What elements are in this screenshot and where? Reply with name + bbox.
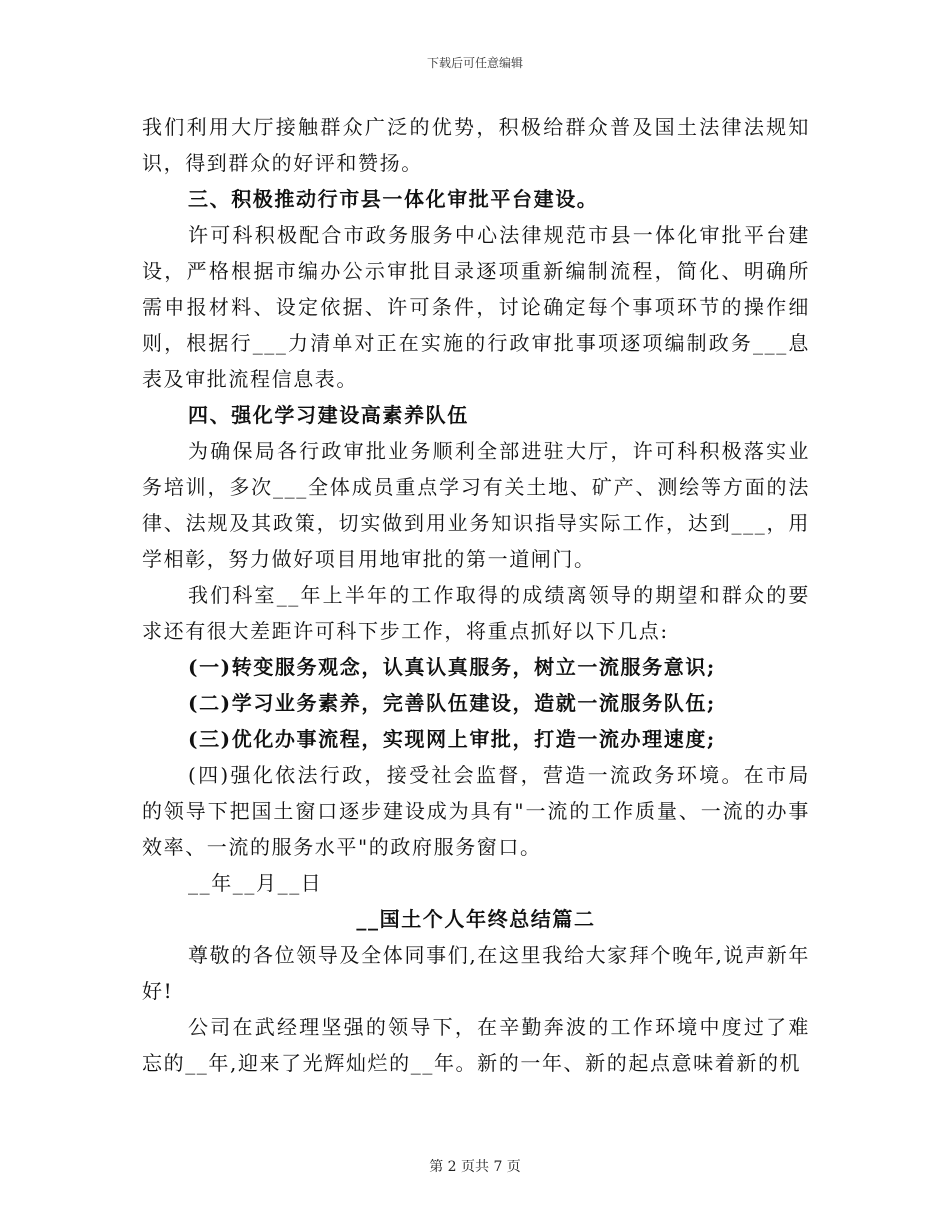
page-header: 下载后可任意编辑	[426, 56, 523, 70]
document-body	[142, 109, 810, 1081]
article-title: __国土个人年终总结篇二	[356, 907, 596, 931]
section-heading-3: 三、积极推动行市县一体化审批平台建设。	[188, 187, 599, 211]
paragraph-5: 尊敬的各位领导及全体同事们,在这里我给大家拜个晚年,说声新年好!	[142, 943, 810, 1003]
paragraph-1: 我们利用大厅接触群众广泛的优势，积极给群众普及国土法律法规知识，得到群众的好评和赞扬。	[142, 115, 810, 175]
list-item-4: (四)强化依法行政，接受社会监督，营造一流政务环境。在市局的领导下把国土窗口逐步建设成为具有"一流的工作质量、一流的办事效率、一流的服务水平"的政府服务窗口。	[142, 763, 810, 859]
list-item-1: (一)转变服务观念，认真认真服务，树立一流服务意识;	[188, 655, 716, 679]
list-item-2: (二)学习业务素养，完善队伍建设，造就一流服务队伍;	[188, 691, 716, 715]
section-heading-4: 四、强化学习建设高素养队伍	[188, 403, 469, 427]
paragraph-3: 为确保局各行政审批业务顺利全部进驻大厅，许可科积极落实业务培训，多次___全体成员重点学习有关土地、矿产、测绘等方面的法律、法规及其政策，切实做到用业务知识指导实际工作，达到___，用学相彰，努力做好项目用地审批的第一道闸门。	[142, 439, 810, 571]
paragraph-2: 许可科积极配合市政务服务中心法律规范市县一体化审批平台建设，严格根据市编办公示审批目录逐项重新编制流程，简化、明确所需申报材料、设定依据、许可条件，讨论确定每个事项环节的操作细则，根据行___力清单对正在实施的行政审批事项逐项编制政务___息表及审批流程信息表。	[142, 223, 810, 391]
list-item-3: (三)优化办事流程，实现网上审批，打造一流办理速度;	[188, 727, 716, 751]
page-footer: 第 2 页共 7 页	[429, 1159, 521, 1175]
paragraph-4: 我们科室__年上半年的工作取得的成绩离领导的期望和群众的要求还有很大差距许可科下步工作，将重点抓好以下几点:	[142, 583, 810, 643]
date-line: __年__月__日	[188, 871, 323, 895]
paragraph-6: 公司在武经理坚强的领导下，在辛勤奔波的工作环境中度过了难忘的__年,迎来了光辉灿烂的__年。新的一年、新的起点意味着新的机	[142, 1015, 810, 1075]
